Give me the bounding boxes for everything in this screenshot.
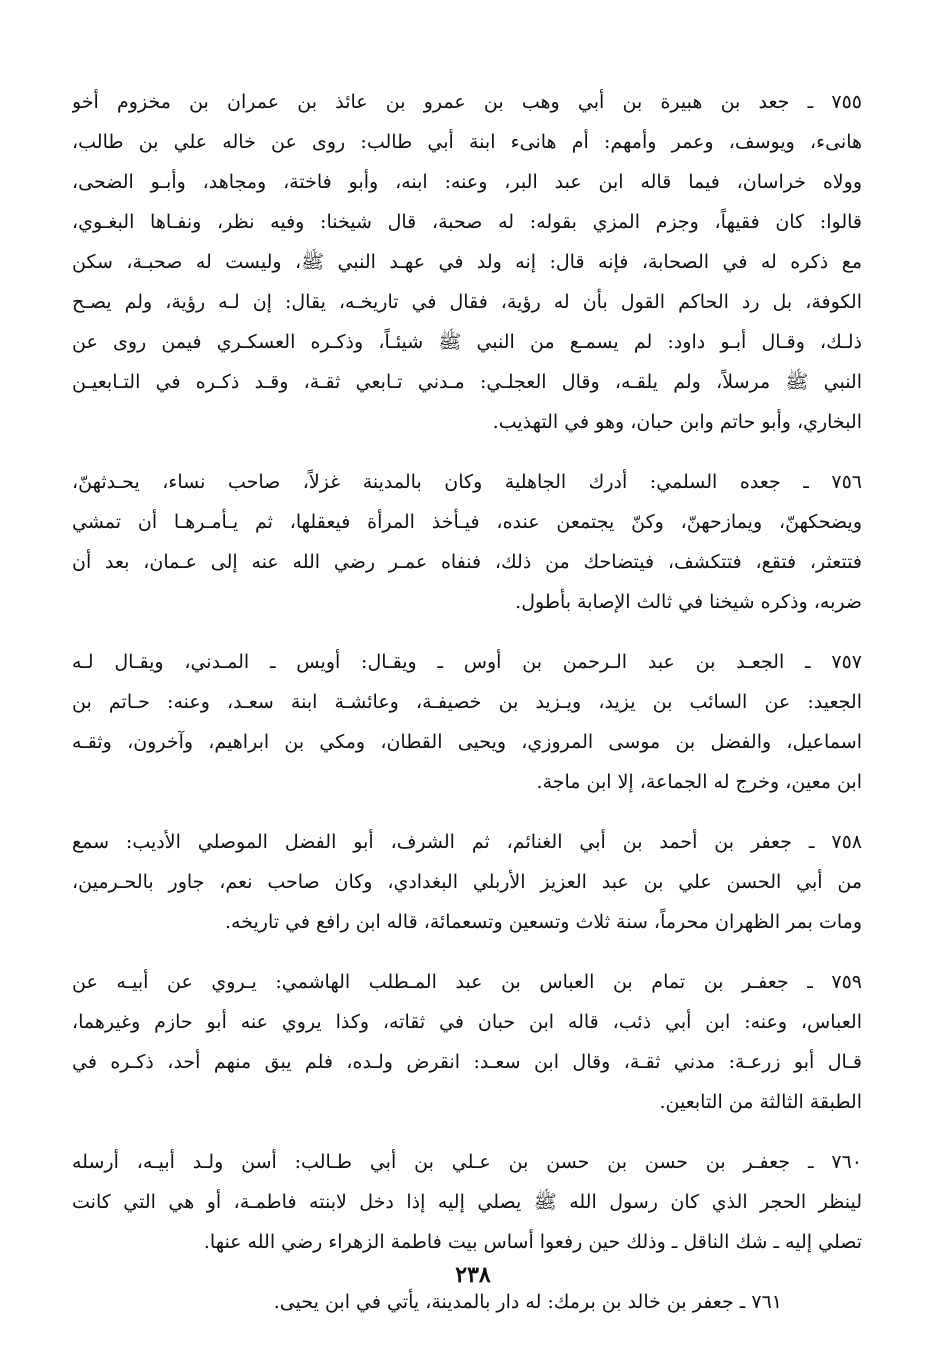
biography-entry-755 xyxy=(72,82,862,442)
entry-line: الطبقة الثالثة من التابعين. xyxy=(659,1091,862,1113)
entry-line: النبي ﷺ مرسلاً، ولم يلقـه، وقال العجلـي: مـدني تـابعي ثقـة، وقـد ذكـره في التـابعيـن xyxy=(72,371,862,393)
entry-line: ذلـك، وقـال أبـو داود: لم يسمـع من النبي ﷺ شيئـاً، وذكـره العسكـري فيمن روى عن xyxy=(72,331,862,353)
entry-line: ٧٥٦ ـ جعده السلمي: أدرك الجاهلية وكان بالمدينة غزلاً، صاحب نساء، يحـدثهنّ، xyxy=(72,471,862,493)
entry-line: ٧٥٩ ـ جعفـر بن تمام بن العباس بن عبد المـطلب الهاشمي: يـروي عن أبيـه عن xyxy=(72,971,862,993)
page-body xyxy=(72,82,862,1342)
entry-line: ابن معين، وخرج له الجماعة، إلا ابن ماجة. xyxy=(536,771,862,793)
entry-line: ٧٥٥ ـ جعد بن هبيرة بن أبي وهب بن عمرو بن عائذ بن عمران بن مخزوم أخو xyxy=(72,91,862,113)
entry-line: تصلي إليه ـ شك الناقل ـ وذلك حين رفعوا أساس بيت فاطمة الزهراء رضي الله عنها. xyxy=(203,1231,862,1253)
entry-line: ٧٥٨ ـ جعفر بن أحمد بن أبي الغنائم، ثم الشرف، أبو الفضل الموصلي الأديب: سمع xyxy=(72,831,862,853)
entry-line: ويضحكهنّ، ويمازحهنّ، وكنّ يجتمعن عنده، فيـأخذ المرأة فيعقلها، ثم يـأمـرهـا أن تمشي xyxy=(72,511,862,533)
entry-line: هانىء، ويوسف، وعمر وأمهم: أم هانىء ابنة أبي طالب: روى عن خاله علي بن طالب، xyxy=(72,131,862,153)
entry-line: ٧٥٧ ـ الجعـد بن عبد الـرحمن بن أوس ـ ويقـال: أويس ـ المـدني، ويقـال لـه xyxy=(72,651,862,673)
entry-line: وولاه خراسان، فيما قاله ابن عبد البر، وعنه: ابنه، وأبو فاختة، ومجاهد، وأبـو الضحى، xyxy=(72,171,862,193)
page-number: ٢٣٨ xyxy=(455,1262,491,1288)
biography-entry-760 xyxy=(72,1142,862,1262)
entry-line: لينظر الحجر الذي كان رسول الله ﷺ يصلي إليه إذا دخل لابنته فاطمـة، أو هي التي كانت xyxy=(72,1191,862,1213)
biography-entry-761 xyxy=(72,1282,862,1322)
biography-entry-758 xyxy=(72,822,862,942)
biography-entry-756 xyxy=(72,462,862,622)
entry-line: الجعيد: عن السائب بن يزيد، ويـزيد بن خصيفـة، وعائشـة ابنة سعـد، وعنه: حـاتم بن xyxy=(72,691,862,713)
entry-line: اسماعيل، والفضل بن موسى المروزي، ويحيى القطان، ومكي بن ابراهيم، وآخرون، وثقـه xyxy=(72,731,862,753)
entry-line: ومات بمر الظهران محرماً، سنة ثلاث وتسعين وتسعمائة، قاله ابن رافع في تاريخه. xyxy=(225,911,862,933)
biography-entry-759 xyxy=(72,962,862,1122)
entry-line: ٧٦٠ ـ جعفـر بن حسن بن حسن بن عـلي بن أبي طـالب: أسن ولـد أبيـه، أرسله xyxy=(72,1151,862,1173)
entry-line: البخاري، وأبو حاتم وابن حبان، وهو في التهذيب. xyxy=(492,411,862,433)
entry-line: العباس، وعنه: ابن أبي ذئب، قاله ابن حبان في ثقاته، وكذا يروي عنه أبو حازم وغيرهما، xyxy=(72,1011,862,1033)
entry-line: ٧٦١ ـ جعفر بن خالد بن برمك: له دار بالمدينة، يأتي في ابن يحيى. xyxy=(273,1291,782,1313)
entry-line: من أبي الحسن علي بن عبد العزيز الأربلي البغدادي، وكان صاحب نعم، جاور بالحـرمين، xyxy=(72,871,862,893)
entry-line: فتتعثر، فتقع، فتتكشف، فيتضاحك من ذلك، فنفاه عمـر رضي الله عنه إلى عـمان، بعد أن xyxy=(72,551,862,573)
entry-line: مع ذكره له في الصحابة، فإنه قال: إنه ولد في عهـد النبي ﷺ، وليست له صحبـة، سكن xyxy=(72,251,862,273)
entry-line: قالوا: كان فقيهاً، وجزم المزي بقوله: له صحبة، قال شيخنا: وفيه نظر، ونفـاها البغـوي، xyxy=(72,211,862,233)
biography-entry-757 xyxy=(72,642,862,802)
entry-line: ضربه، وذكره شيخنا في ثالث الإصابة بأطول. xyxy=(515,591,862,613)
entry-line: الكوفة، بل رد الحاكم القول بأن له رؤية، فقال في تاريخـه، يقال: إن لـه رؤية، ولم يصـح xyxy=(72,291,862,313)
entry-line: قـال أبو زرعـة: مدني ثقـة، وقال ابن سعـد: انقرض ولـده، فلم يبق منهم أحد، ذكـره في xyxy=(72,1051,862,1073)
